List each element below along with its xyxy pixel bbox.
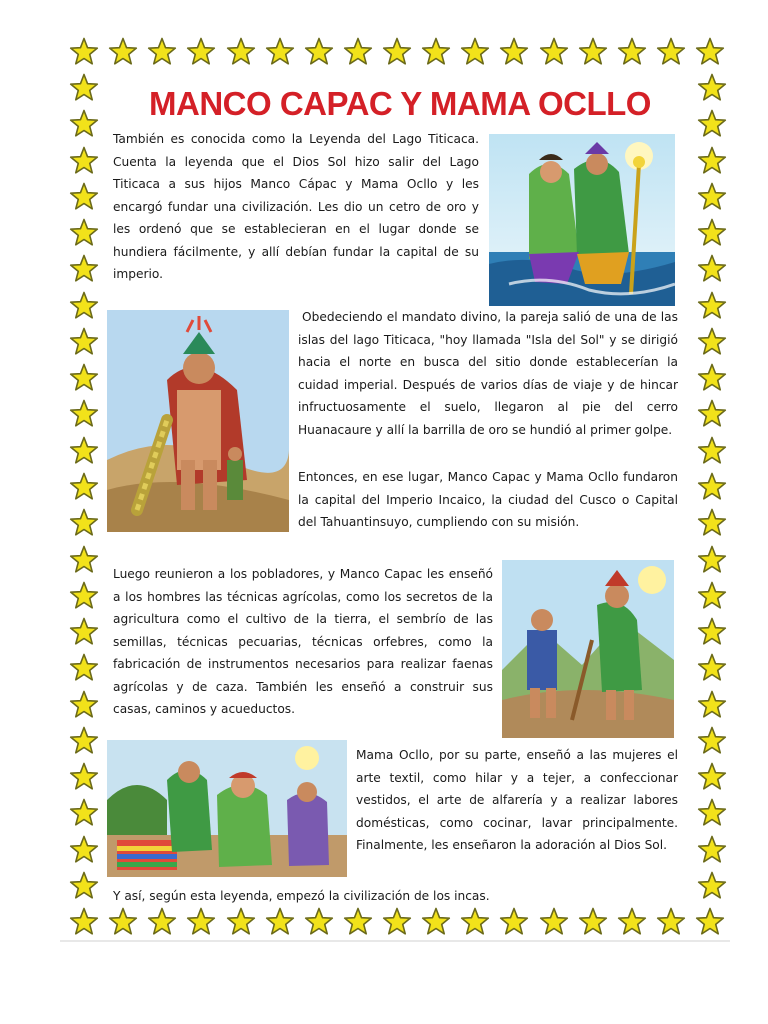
star-icon [697,146,727,176]
paragraph-6: Y así, según esta leyenda, empezó la civilización de los incas. [113,889,490,903]
star-icon [499,907,529,937]
star-icon [108,907,138,937]
star-icon [108,37,138,67]
star-icon [656,37,686,67]
star-icon [186,907,216,937]
star-icon [697,73,727,103]
star-icon [697,581,727,611]
star-icon [69,472,99,502]
star-icon [499,37,529,67]
star-icon [69,182,99,212]
star-icon [69,617,99,647]
star-icon [69,291,99,321]
star-icon [697,254,727,284]
star-icon [697,871,727,901]
star-icon [697,363,727,393]
star-icon [539,907,569,937]
star-icon [578,907,608,937]
star-icon [697,798,727,828]
star-icon [304,37,334,67]
star-icon [69,835,99,865]
star-icon [697,182,727,212]
star-icon [697,508,727,538]
illustration-agriculture [502,560,674,738]
star-icon [69,363,99,393]
paragraph-5: Mama Ocllo, por su parte, enseñó a las mujeres el arte textil, como hilar y a tejer, a confeccionar vestidos, el arte de alfarería y a realizar labores domésticas, como cocinar, lavar principalmente. Finalmente, les enseñaron la adoración al Dios Sol. [356,748,678,852]
star-icon [69,436,99,466]
star-icon [617,37,647,67]
star-icon [69,327,99,357]
star-icon [697,399,727,429]
star-icon [265,37,295,67]
star-icon [697,218,727,248]
paragraph-4: Luego reunieron a los pobladores, y Manco Capac les enseñó a los hombres las técnicas agrícolas, como los secretos de la agricultura como el cultivo de la tierra, el sembrío de las semillas, técnicas pecuarias, técnicas orfebres, como la fabricación de instrumentos necesarios para realizar faenas agrícolas y de caza. También les enseñó a construir sus casas, caminos y acueductos. [113,567,493,716]
paragraph-3: Entonces, en ese lugar, Manco Capac y Mama Ocllo fundaron la capital del Imperio Incaico, la ciudad del Cusco o Capital del Tahuantinsuyo, cumpliendo con su misión. [298,470,678,529]
star-icon [697,545,727,575]
page-title: MANCO CAPAC Y MAMA OCLLO [149,85,651,122]
star-icon [69,109,99,139]
star-icon [69,653,99,683]
star-icon [69,871,99,901]
star-icon [69,798,99,828]
star-icon [147,37,177,67]
star-icon [697,690,727,720]
star-icon [69,581,99,611]
star-icon [460,907,490,937]
star-icon [697,835,727,865]
star-icon [69,545,99,575]
star-icon [343,907,373,937]
star-icon [304,907,334,937]
illustration-manco-mama-lake [489,134,675,306]
star-icon [697,472,727,502]
star-icon [460,37,490,67]
paragraph-2: Obedeciendo el mandato divino, la pareja salió de una de las islas del lago Titicaca, "hoy llamada "Isla del Sol" y se dirigió hacia el norte en busca del sitio donde establecerían la cuidad imperial. Después de varios días de viaje y de hincar infructuosamente el suelo, llegaron al pie del cerro Huanacaure y allí la barrilla de oro se hundió al primer golpe. [298,310,678,437]
star-icon [69,907,99,937]
star-icon [697,291,727,321]
star-icon [69,762,99,792]
star-icon [265,907,295,937]
illustration-manco-staff [107,310,289,532]
star-icon [697,617,727,647]
paragraph-1: También es conocida como la Leyenda del Lago Titicaca. Cuenta la leyenda que el Dios Sol hizo salir del Lago Titicaca a sus hijos Manco Cápac y Mama Ocllo y les encargó fundar una civilización. Les dio un cetro de oro y les ordenó que se establecieran en el lugar donde se hundiera fácilmente, y allí debían fundar la capital de su imperio. [113,132,479,281]
star-icon [69,146,99,176]
page-bottom-edge [60,940,730,942]
illustration-weaving [107,740,347,877]
star-icon [382,907,412,937]
star-icon [69,690,99,720]
star-icon [69,508,99,538]
star-icon [421,37,451,67]
star-icon [226,37,256,67]
star-icon [695,907,725,937]
star-icon [697,436,727,466]
star-icon [695,37,725,67]
star-icon [539,37,569,67]
star-icon [421,907,451,937]
star-icon [69,37,99,67]
star-icon [69,218,99,248]
star-icon [697,327,727,357]
star-icon [617,907,647,937]
star-icon [656,907,686,937]
star-icon [226,907,256,937]
star-icon [69,726,99,756]
star-icon [69,399,99,429]
star-icon [382,37,412,67]
star-icon [697,726,727,756]
star-icon [578,37,608,67]
star-icon [69,254,99,284]
star-icon [697,762,727,792]
star-icon [343,37,373,67]
star-icon [186,37,216,67]
star-icon [147,907,177,937]
star-icon [697,109,727,139]
star-icon [697,653,727,683]
star-icon [69,73,99,103]
